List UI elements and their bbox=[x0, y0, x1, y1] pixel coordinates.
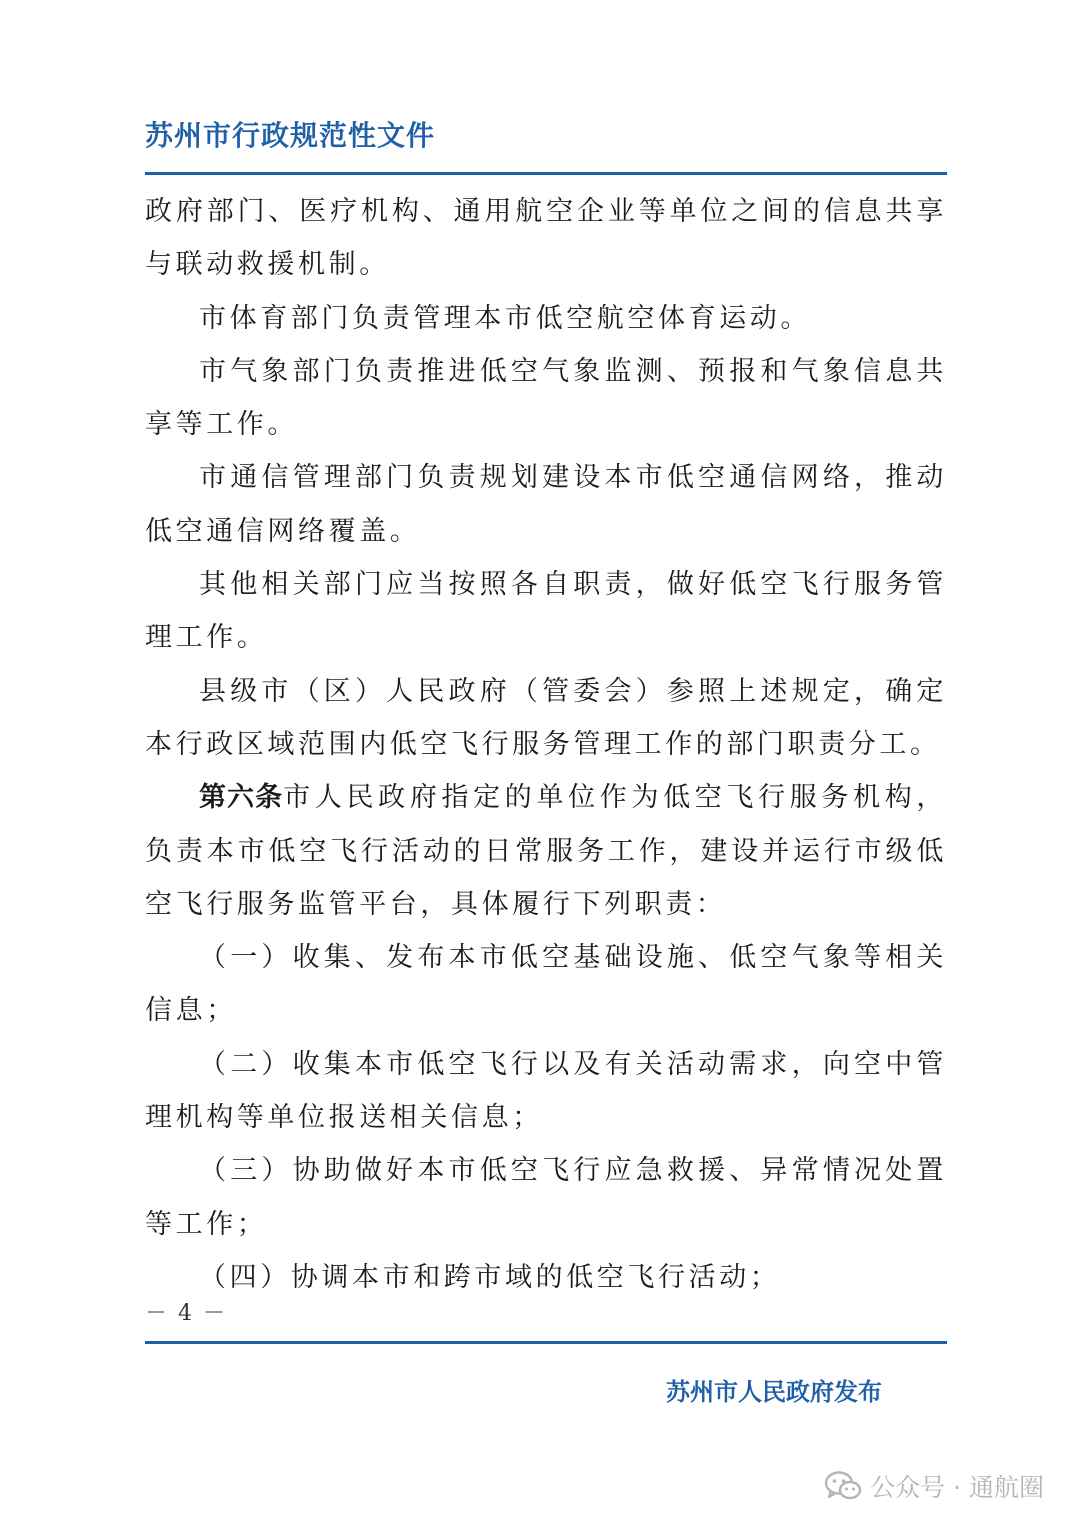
list-item-1: （一）收集、发布本市低空基础设施、低空气象等相关信息； bbox=[145, 942, 947, 1027]
article-6-text: 市人民政府指定的单位作为低空飞行服务机构，负责本市低空飞行活动的日常服务工作，建设并运行市级低空飞行服务监管平台，具体履行下列职责： bbox=[145, 782, 947, 920]
paragraph-communications-department: 市通信管理部门负责规划建设本市低空通信网络，推动低空通信网络覆盖。 bbox=[145, 462, 947, 547]
watermark bbox=[824, 1468, 1044, 1504]
document-body bbox=[145, 185, 947, 1304]
paragraph-sports-department: 市体育部门负责管理本市低空航空体育运动。 bbox=[199, 302, 811, 334]
footer-divider bbox=[145, 1341, 947, 1344]
list-item-3: （三）协助做好本市低空飞行应急救援、异常情况处置等工作； bbox=[145, 1155, 947, 1240]
paragraph-county-governments: 县级市（区）人民政府（管委会）参照上述规定，确定本行政区域范围内低空飞行服务管理工作的部门职责分工。 bbox=[145, 675, 947, 760]
list-item-2: （二）收集本市低空飞行以及有关活动需求，向空中管理机构等单位报送相关信息； bbox=[145, 1048, 947, 1134]
wechat-icon bbox=[824, 1470, 862, 1502]
paragraph-continuation: 政府部门、医疗机构、通用航空企业等单位之间的信息共享与联动救援机制。 bbox=[145, 196, 947, 281]
publisher-label: 苏州市人民政府发布 bbox=[666, 1378, 882, 1406]
paragraph-article-6 bbox=[145, 771, 947, 931]
watermark-text: 公众号 · 通航圈 bbox=[870, 1473, 1044, 1502]
paragraph-other-departments: 其他相关部门应当按照各自职责，做好低空飞行服务管理工作。 bbox=[145, 569, 947, 654]
document-series-title: 苏州市行政规范性文件 bbox=[145, 119, 436, 152]
paragraph-meteorology-department: 市气象部门负责推进低空气象监测、预报和气象信息共享等工作。 bbox=[145, 355, 947, 441]
page-number: － 4 － bbox=[145, 1301, 227, 1326]
header-divider bbox=[145, 172, 947, 175]
list-item-4: （四）协调本市和跨市域的低空飞行活动； bbox=[199, 1261, 781, 1293]
article-6-label: 第六条 bbox=[199, 782, 284, 814]
